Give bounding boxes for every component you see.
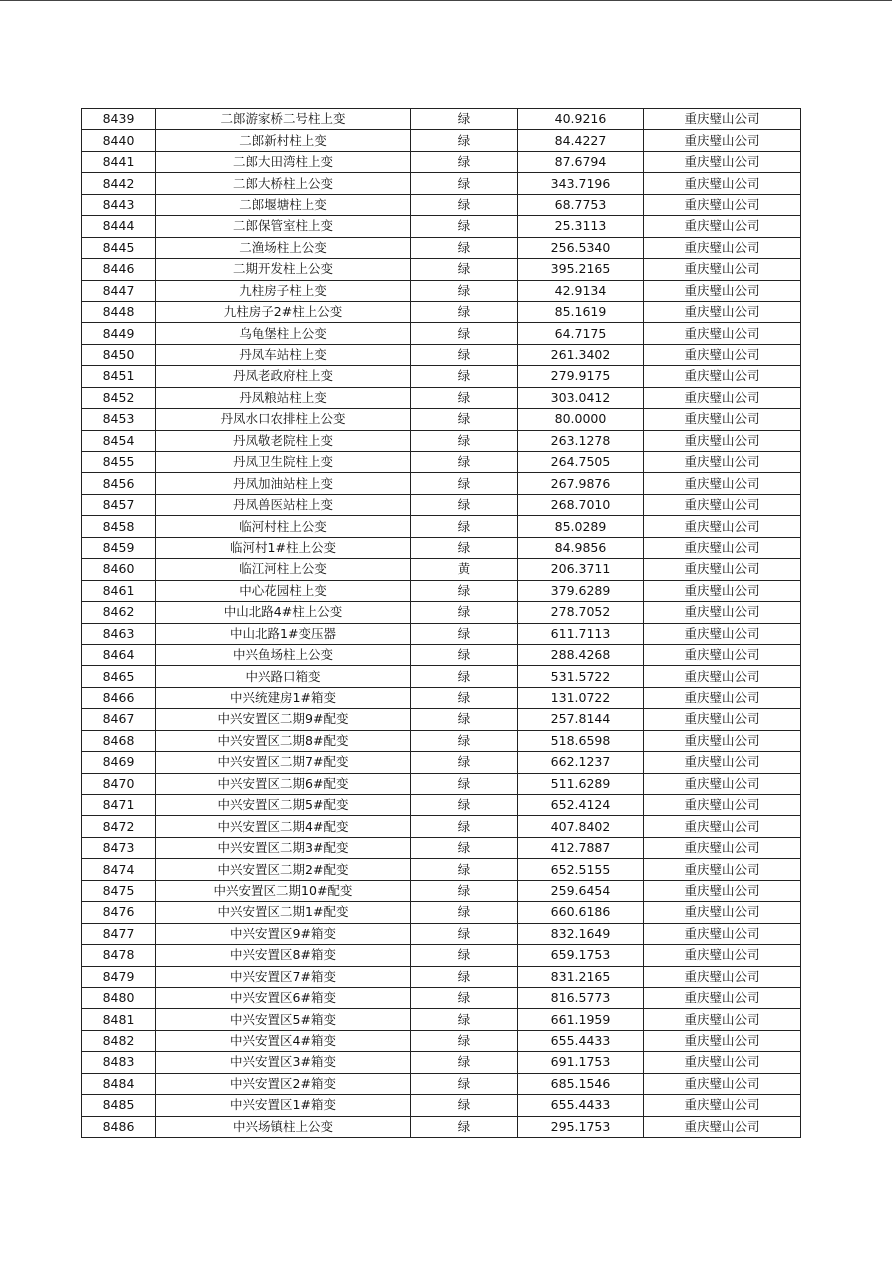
station-name-cell: 丹凤水口农排柱上公变 — [156, 409, 411, 430]
row-id-cell: 8455 — [82, 452, 156, 473]
table-row — [82, 344, 801, 365]
value-cell: 206.3711 — [518, 559, 644, 580]
status-cell: 绿 — [411, 987, 518, 1008]
status-cell: 绿 — [411, 473, 518, 494]
station-name-cell: 二郎新村柱上变 — [156, 130, 411, 151]
value-cell: 832.1649 — [518, 923, 644, 944]
value-cell: 40.9216 — [518, 109, 644, 130]
status-cell: 绿 — [411, 494, 518, 515]
row-id-cell: 8465 — [82, 666, 156, 687]
company-cell: 重庆璧山公司 — [644, 730, 801, 751]
company-cell: 重庆璧山公司 — [644, 1095, 801, 1116]
value-cell: 256.5340 — [518, 237, 644, 258]
station-name-cell: 中兴安置区二期6#配变 — [156, 773, 411, 794]
station-name-cell: 中兴安置区二期3#配变 — [156, 837, 411, 858]
status-cell: 绿 — [411, 537, 518, 558]
status-cell: 绿 — [411, 452, 518, 473]
table-row — [82, 902, 801, 923]
company-cell: 重庆璧山公司 — [644, 580, 801, 601]
company-cell: 重庆璧山公司 — [644, 452, 801, 473]
value-cell: 379.6289 — [518, 580, 644, 601]
status-cell: 绿 — [411, 580, 518, 601]
company-cell: 重庆璧山公司 — [644, 1073, 801, 1094]
company-cell: 重庆璧山公司 — [644, 816, 801, 837]
station-name-cell: 二渔场柱上公变 — [156, 237, 411, 258]
table-row — [82, 730, 801, 751]
table-row — [82, 1052, 801, 1073]
value-cell: 343.7196 — [518, 173, 644, 194]
table-row — [82, 880, 801, 901]
row-id-cell: 8480 — [82, 987, 156, 1008]
table-row — [82, 387, 801, 408]
status-cell: 绿 — [411, 516, 518, 537]
row-id-cell: 8451 — [82, 366, 156, 387]
value-cell: 42.9134 — [518, 280, 644, 301]
status-cell: 绿 — [411, 623, 518, 644]
row-id-cell: 8446 — [82, 259, 156, 280]
station-name-cell: 中兴安置区二期7#配变 — [156, 752, 411, 773]
status-cell: 绿 — [411, 1095, 518, 1116]
value-cell: 652.4124 — [518, 795, 644, 816]
row-id-cell: 8482 — [82, 1030, 156, 1051]
status-cell: 绿 — [411, 816, 518, 837]
row-id-cell: 8450 — [82, 344, 156, 365]
status-cell: 绿 — [411, 709, 518, 730]
table-row — [82, 173, 801, 194]
station-name-cell: 丹凤兽医站柱上变 — [156, 494, 411, 515]
station-name-cell: 中山北路1#变压器 — [156, 623, 411, 644]
row-id-cell: 8472 — [82, 816, 156, 837]
station-name-cell: 乌龟堡柱上公变 — [156, 323, 411, 344]
value-cell: 407.8402 — [518, 816, 644, 837]
row-id-cell: 8443 — [82, 194, 156, 215]
row-id-cell: 8486 — [82, 1116, 156, 1137]
station-name-cell: 中兴安置区2#箱变 — [156, 1073, 411, 1094]
row-id-cell: 8458 — [82, 516, 156, 537]
status-cell: 绿 — [411, 1073, 518, 1094]
table-row — [82, 816, 801, 837]
table-row — [82, 559, 801, 580]
status-cell: 绿 — [411, 216, 518, 237]
status-cell: 绿 — [411, 859, 518, 880]
table-row — [82, 859, 801, 880]
company-cell: 重庆璧山公司 — [644, 1030, 801, 1051]
table-row — [82, 151, 801, 172]
table-row — [82, 945, 801, 966]
row-id-cell: 8449 — [82, 323, 156, 344]
table-row — [82, 923, 801, 944]
company-cell: 重庆璧山公司 — [644, 387, 801, 408]
value-cell: 831.2165 — [518, 966, 644, 987]
row-id-cell: 8471 — [82, 795, 156, 816]
table-row — [82, 452, 801, 473]
status-cell: 绿 — [411, 773, 518, 794]
status-cell: 绿 — [411, 323, 518, 344]
value-cell: 655.4433 — [518, 1095, 644, 1116]
table-row — [82, 194, 801, 215]
station-name-cell: 中兴安置区二期1#配变 — [156, 902, 411, 923]
row-id-cell: 8485 — [82, 1095, 156, 1116]
table-row — [82, 837, 801, 858]
company-cell: 重庆璧山公司 — [644, 194, 801, 215]
company-cell: 重庆璧山公司 — [644, 1052, 801, 1073]
transformer-table — [81, 108, 801, 1138]
station-name-cell: 中兴安置区二期4#配变 — [156, 816, 411, 837]
company-cell: 重庆璧山公司 — [644, 945, 801, 966]
value-cell: 661.1959 — [518, 1009, 644, 1030]
status-cell: 绿 — [411, 1052, 518, 1073]
value-cell: 261.3402 — [518, 344, 644, 365]
row-id-cell: 8477 — [82, 923, 156, 944]
table-row — [82, 494, 801, 515]
station-name-cell: 九柱房子柱上变 — [156, 280, 411, 301]
row-id-cell: 8464 — [82, 644, 156, 665]
table-row — [82, 473, 801, 494]
table-row — [82, 709, 801, 730]
company-cell: 重庆璧山公司 — [644, 301, 801, 322]
value-cell: 303.0412 — [518, 387, 644, 408]
table-row — [82, 580, 801, 601]
company-cell: 重庆璧山公司 — [644, 902, 801, 923]
value-cell: 278.7052 — [518, 602, 644, 623]
row-id-cell: 8460 — [82, 559, 156, 580]
table-row — [82, 644, 801, 665]
status-cell: 绿 — [411, 387, 518, 408]
station-name-cell: 丹凤卫生院柱上变 — [156, 452, 411, 473]
table-row — [82, 130, 801, 151]
row-id-cell: 8463 — [82, 623, 156, 644]
row-id-cell: 8452 — [82, 387, 156, 408]
row-id-cell: 8473 — [82, 837, 156, 858]
company-cell: 重庆璧山公司 — [644, 880, 801, 901]
station-name-cell: 丹凤敬老院柱上变 — [156, 430, 411, 451]
station-name-cell: 中兴安置区6#箱变 — [156, 987, 411, 1008]
row-id-cell: 8478 — [82, 945, 156, 966]
row-id-cell: 8454 — [82, 430, 156, 451]
table-row — [82, 216, 801, 237]
value-cell: 685.1546 — [518, 1073, 644, 1094]
company-cell: 重庆璧山公司 — [644, 173, 801, 194]
table-row — [82, 1095, 801, 1116]
company-cell: 重庆璧山公司 — [644, 795, 801, 816]
row-id-cell: 8442 — [82, 173, 156, 194]
station-name-cell: 中兴安置区二期5#配变 — [156, 795, 411, 816]
row-id-cell: 8469 — [82, 752, 156, 773]
status-cell: 绿 — [411, 945, 518, 966]
value-cell: 395.2165 — [518, 259, 644, 280]
company-cell: 重庆璧山公司 — [644, 1009, 801, 1030]
value-cell: 816.5773 — [518, 987, 644, 1008]
status-cell: 绿 — [411, 837, 518, 858]
station-name-cell: 丹凤加油站柱上变 — [156, 473, 411, 494]
company-cell: 重庆璧山公司 — [644, 216, 801, 237]
station-name-cell: 九柱房子2#柱上公变 — [156, 301, 411, 322]
station-name-cell: 临河村1#柱上公变 — [156, 537, 411, 558]
table-row — [82, 237, 801, 258]
station-name-cell: 二郎堰塘柱上变 — [156, 194, 411, 215]
status-cell: 绿 — [411, 902, 518, 923]
value-cell: 259.6454 — [518, 880, 644, 901]
table-row — [82, 323, 801, 344]
table-row — [82, 301, 801, 322]
station-name-cell: 中兴安置区1#箱变 — [156, 1095, 411, 1116]
value-cell: 662.1237 — [518, 752, 644, 773]
value-cell: 87.6794 — [518, 151, 644, 172]
table-row — [82, 1030, 801, 1051]
table-row — [82, 623, 801, 644]
row-id-cell: 8461 — [82, 580, 156, 601]
table-row — [82, 687, 801, 708]
station-name-cell: 中兴安置区9#箱变 — [156, 923, 411, 944]
table-row — [82, 366, 801, 387]
value-cell: 660.6186 — [518, 902, 644, 923]
company-cell: 重庆璧山公司 — [644, 859, 801, 880]
company-cell: 重庆璧山公司 — [644, 752, 801, 773]
table-row — [82, 987, 801, 1008]
station-name-cell: 二郎大田湾柱上变 — [156, 151, 411, 172]
row-id-cell: 8453 — [82, 409, 156, 430]
row-id-cell: 8444 — [82, 216, 156, 237]
value-cell: 288.4268 — [518, 644, 644, 665]
company-cell: 重庆璧山公司 — [644, 430, 801, 451]
company-cell: 重庆璧山公司 — [644, 151, 801, 172]
company-cell: 重庆璧山公司 — [644, 344, 801, 365]
station-name-cell: 丹凤车站柱上变 — [156, 344, 411, 365]
company-cell: 重庆璧山公司 — [644, 409, 801, 430]
row-id-cell: 8448 — [82, 301, 156, 322]
station-name-cell: 中兴鱼场柱上公变 — [156, 644, 411, 665]
value-cell: 659.1753 — [518, 945, 644, 966]
value-cell: 655.4433 — [518, 1030, 644, 1051]
table-row — [82, 537, 801, 558]
row-id-cell: 8484 — [82, 1073, 156, 1094]
station-name-cell: 临河村柱上公变 — [156, 516, 411, 537]
row-id-cell: 8481 — [82, 1009, 156, 1030]
row-id-cell: 8456 — [82, 473, 156, 494]
status-cell: 绿 — [411, 173, 518, 194]
company-cell: 重庆璧山公司 — [644, 709, 801, 730]
company-cell: 重庆璧山公司 — [644, 237, 801, 258]
row-id-cell: 8440 — [82, 130, 156, 151]
row-id-cell: 8479 — [82, 966, 156, 987]
row-id-cell: 8476 — [82, 902, 156, 923]
table-row — [82, 1073, 801, 1094]
status-cell: 绿 — [411, 1116, 518, 1137]
status-cell: 绿 — [411, 795, 518, 816]
value-cell: 84.9856 — [518, 537, 644, 558]
company-cell: 重庆璧山公司 — [644, 280, 801, 301]
status-cell: 绿 — [411, 687, 518, 708]
company-cell: 重庆璧山公司 — [644, 366, 801, 387]
status-cell: 绿 — [411, 430, 518, 451]
row-id-cell: 8441 — [82, 151, 156, 172]
status-cell: 绿 — [411, 109, 518, 130]
station-name-cell: 丹凤粮站柱上变 — [156, 387, 411, 408]
value-cell: 85.1619 — [518, 301, 644, 322]
row-id-cell: 8466 — [82, 687, 156, 708]
station-name-cell: 二郎游家桥二号柱上变 — [156, 109, 411, 130]
status-cell: 黄 — [411, 559, 518, 580]
status-cell: 绿 — [411, 280, 518, 301]
station-name-cell: 中兴场镇柱上公变 — [156, 1116, 411, 1137]
status-cell: 绿 — [411, 666, 518, 687]
status-cell: 绿 — [411, 966, 518, 987]
status-cell: 绿 — [411, 752, 518, 773]
company-cell: 重庆璧山公司 — [644, 602, 801, 623]
company-cell: 重庆璧山公司 — [644, 473, 801, 494]
value-cell: 131.0722 — [518, 687, 644, 708]
row-id-cell: 8470 — [82, 773, 156, 794]
row-id-cell: 8459 — [82, 537, 156, 558]
status-cell: 绿 — [411, 602, 518, 623]
status-cell: 绿 — [411, 366, 518, 387]
status-cell: 绿 — [411, 259, 518, 280]
value-cell: 412.7887 — [518, 837, 644, 858]
row-id-cell: 8483 — [82, 1052, 156, 1073]
company-cell: 重庆璧山公司 — [644, 109, 801, 130]
table-row — [82, 1009, 801, 1030]
value-cell: 279.9175 — [518, 366, 644, 387]
status-cell: 绿 — [411, 923, 518, 944]
station-name-cell: 中兴安置区二期8#配变 — [156, 730, 411, 751]
table-row — [82, 752, 801, 773]
table-row — [82, 795, 801, 816]
station-name-cell: 中兴路口箱变 — [156, 666, 411, 687]
status-cell: 绿 — [411, 194, 518, 215]
value-cell: 267.9876 — [518, 473, 644, 494]
table-row — [82, 430, 801, 451]
station-name-cell: 中兴安置区二期9#配变 — [156, 709, 411, 730]
station-name-cell: 中兴安置区3#箱变 — [156, 1052, 411, 1073]
table-row — [82, 773, 801, 794]
value-cell: 531.5722 — [518, 666, 644, 687]
value-cell: 257.8144 — [518, 709, 644, 730]
station-name-cell: 二郎保管室柱上变 — [156, 216, 411, 237]
row-id-cell: 8462 — [82, 602, 156, 623]
company-cell: 重庆璧山公司 — [644, 259, 801, 280]
value-cell: 263.1278 — [518, 430, 644, 451]
row-id-cell: 8474 — [82, 859, 156, 880]
status-cell: 绿 — [411, 130, 518, 151]
company-cell: 重庆璧山公司 — [644, 494, 801, 515]
station-name-cell: 中兴安置区8#箱变 — [156, 945, 411, 966]
station-name-cell: 中兴安置区二期10#配变 — [156, 880, 411, 901]
value-cell: 84.4227 — [518, 130, 644, 151]
company-cell: 重庆璧山公司 — [644, 559, 801, 580]
row-id-cell: 8468 — [82, 730, 156, 751]
page-top-border — [0, 0, 892, 1]
table-row — [82, 516, 801, 537]
value-cell: 64.7175 — [518, 323, 644, 344]
station-name-cell: 中兴安置区7#箱变 — [156, 966, 411, 987]
station-name-cell: 二期开发柱上公变 — [156, 259, 411, 280]
table-row — [82, 1116, 801, 1137]
company-cell: 重庆璧山公司 — [644, 987, 801, 1008]
table-row — [82, 109, 801, 130]
status-cell: 绿 — [411, 409, 518, 430]
value-cell: 518.6598 — [518, 730, 644, 751]
company-cell: 重庆璧山公司 — [644, 623, 801, 644]
station-name-cell: 中兴安置区4#箱变 — [156, 1030, 411, 1051]
company-cell: 重庆璧山公司 — [644, 666, 801, 687]
value-cell: 511.6289 — [518, 773, 644, 794]
value-cell: 80.0000 — [518, 409, 644, 430]
value-cell: 652.5155 — [518, 859, 644, 880]
value-cell: 264.7505 — [518, 452, 644, 473]
station-name-cell: 中山北路4#柱上公变 — [156, 602, 411, 623]
table-row — [82, 409, 801, 430]
company-cell: 重庆璧山公司 — [644, 1116, 801, 1137]
company-cell: 重庆璧山公司 — [644, 773, 801, 794]
row-id-cell: 8445 — [82, 237, 156, 258]
value-cell: 611.7113 — [518, 623, 644, 644]
company-cell: 重庆璧山公司 — [644, 323, 801, 344]
status-cell: 绿 — [411, 1009, 518, 1030]
value-cell: 268.7010 — [518, 494, 644, 515]
row-id-cell: 8467 — [82, 709, 156, 730]
row-id-cell: 8439 — [82, 109, 156, 130]
value-cell: 25.3113 — [518, 216, 644, 237]
row-id-cell: 8475 — [82, 880, 156, 901]
table-row — [82, 259, 801, 280]
table-row — [82, 966, 801, 987]
table-row — [82, 280, 801, 301]
status-cell: 绿 — [411, 237, 518, 258]
station-name-cell: 中兴安置区5#箱变 — [156, 1009, 411, 1030]
station-name-cell: 二郎大桥柱上公变 — [156, 173, 411, 194]
table-row — [82, 666, 801, 687]
company-cell: 重庆璧山公司 — [644, 966, 801, 987]
company-cell: 重庆璧山公司 — [644, 923, 801, 944]
company-cell: 重庆璧山公司 — [644, 687, 801, 708]
table-row — [82, 602, 801, 623]
value-cell: 295.1753 — [518, 1116, 644, 1137]
company-cell: 重庆璧山公司 — [644, 130, 801, 151]
row-id-cell: 8457 — [82, 494, 156, 515]
status-cell: 绿 — [411, 880, 518, 901]
station-name-cell: 中兴统建房1#箱变 — [156, 687, 411, 708]
company-cell: 重庆璧山公司 — [644, 516, 801, 537]
station-name-cell: 中心花园柱上变 — [156, 580, 411, 601]
value-cell: 691.1753 — [518, 1052, 644, 1073]
company-cell: 重庆璧山公司 — [644, 644, 801, 665]
value-cell: 85.0289 — [518, 516, 644, 537]
status-cell: 绿 — [411, 1030, 518, 1051]
status-cell: 绿 — [411, 301, 518, 322]
status-cell: 绿 — [411, 644, 518, 665]
company-cell: 重庆璧山公司 — [644, 537, 801, 558]
status-cell: 绿 — [411, 344, 518, 365]
status-cell: 绿 — [411, 151, 518, 172]
status-cell: 绿 — [411, 730, 518, 751]
value-cell: 68.7753 — [518, 194, 644, 215]
station-name-cell: 临江河柱上公变 — [156, 559, 411, 580]
station-name-cell: 丹凤老政府柱上变 — [156, 366, 411, 387]
station-name-cell: 中兴安置区二期2#配变 — [156, 859, 411, 880]
company-cell: 重庆璧山公司 — [644, 837, 801, 858]
row-id-cell: 8447 — [82, 280, 156, 301]
table-body — [82, 109, 801, 1138]
